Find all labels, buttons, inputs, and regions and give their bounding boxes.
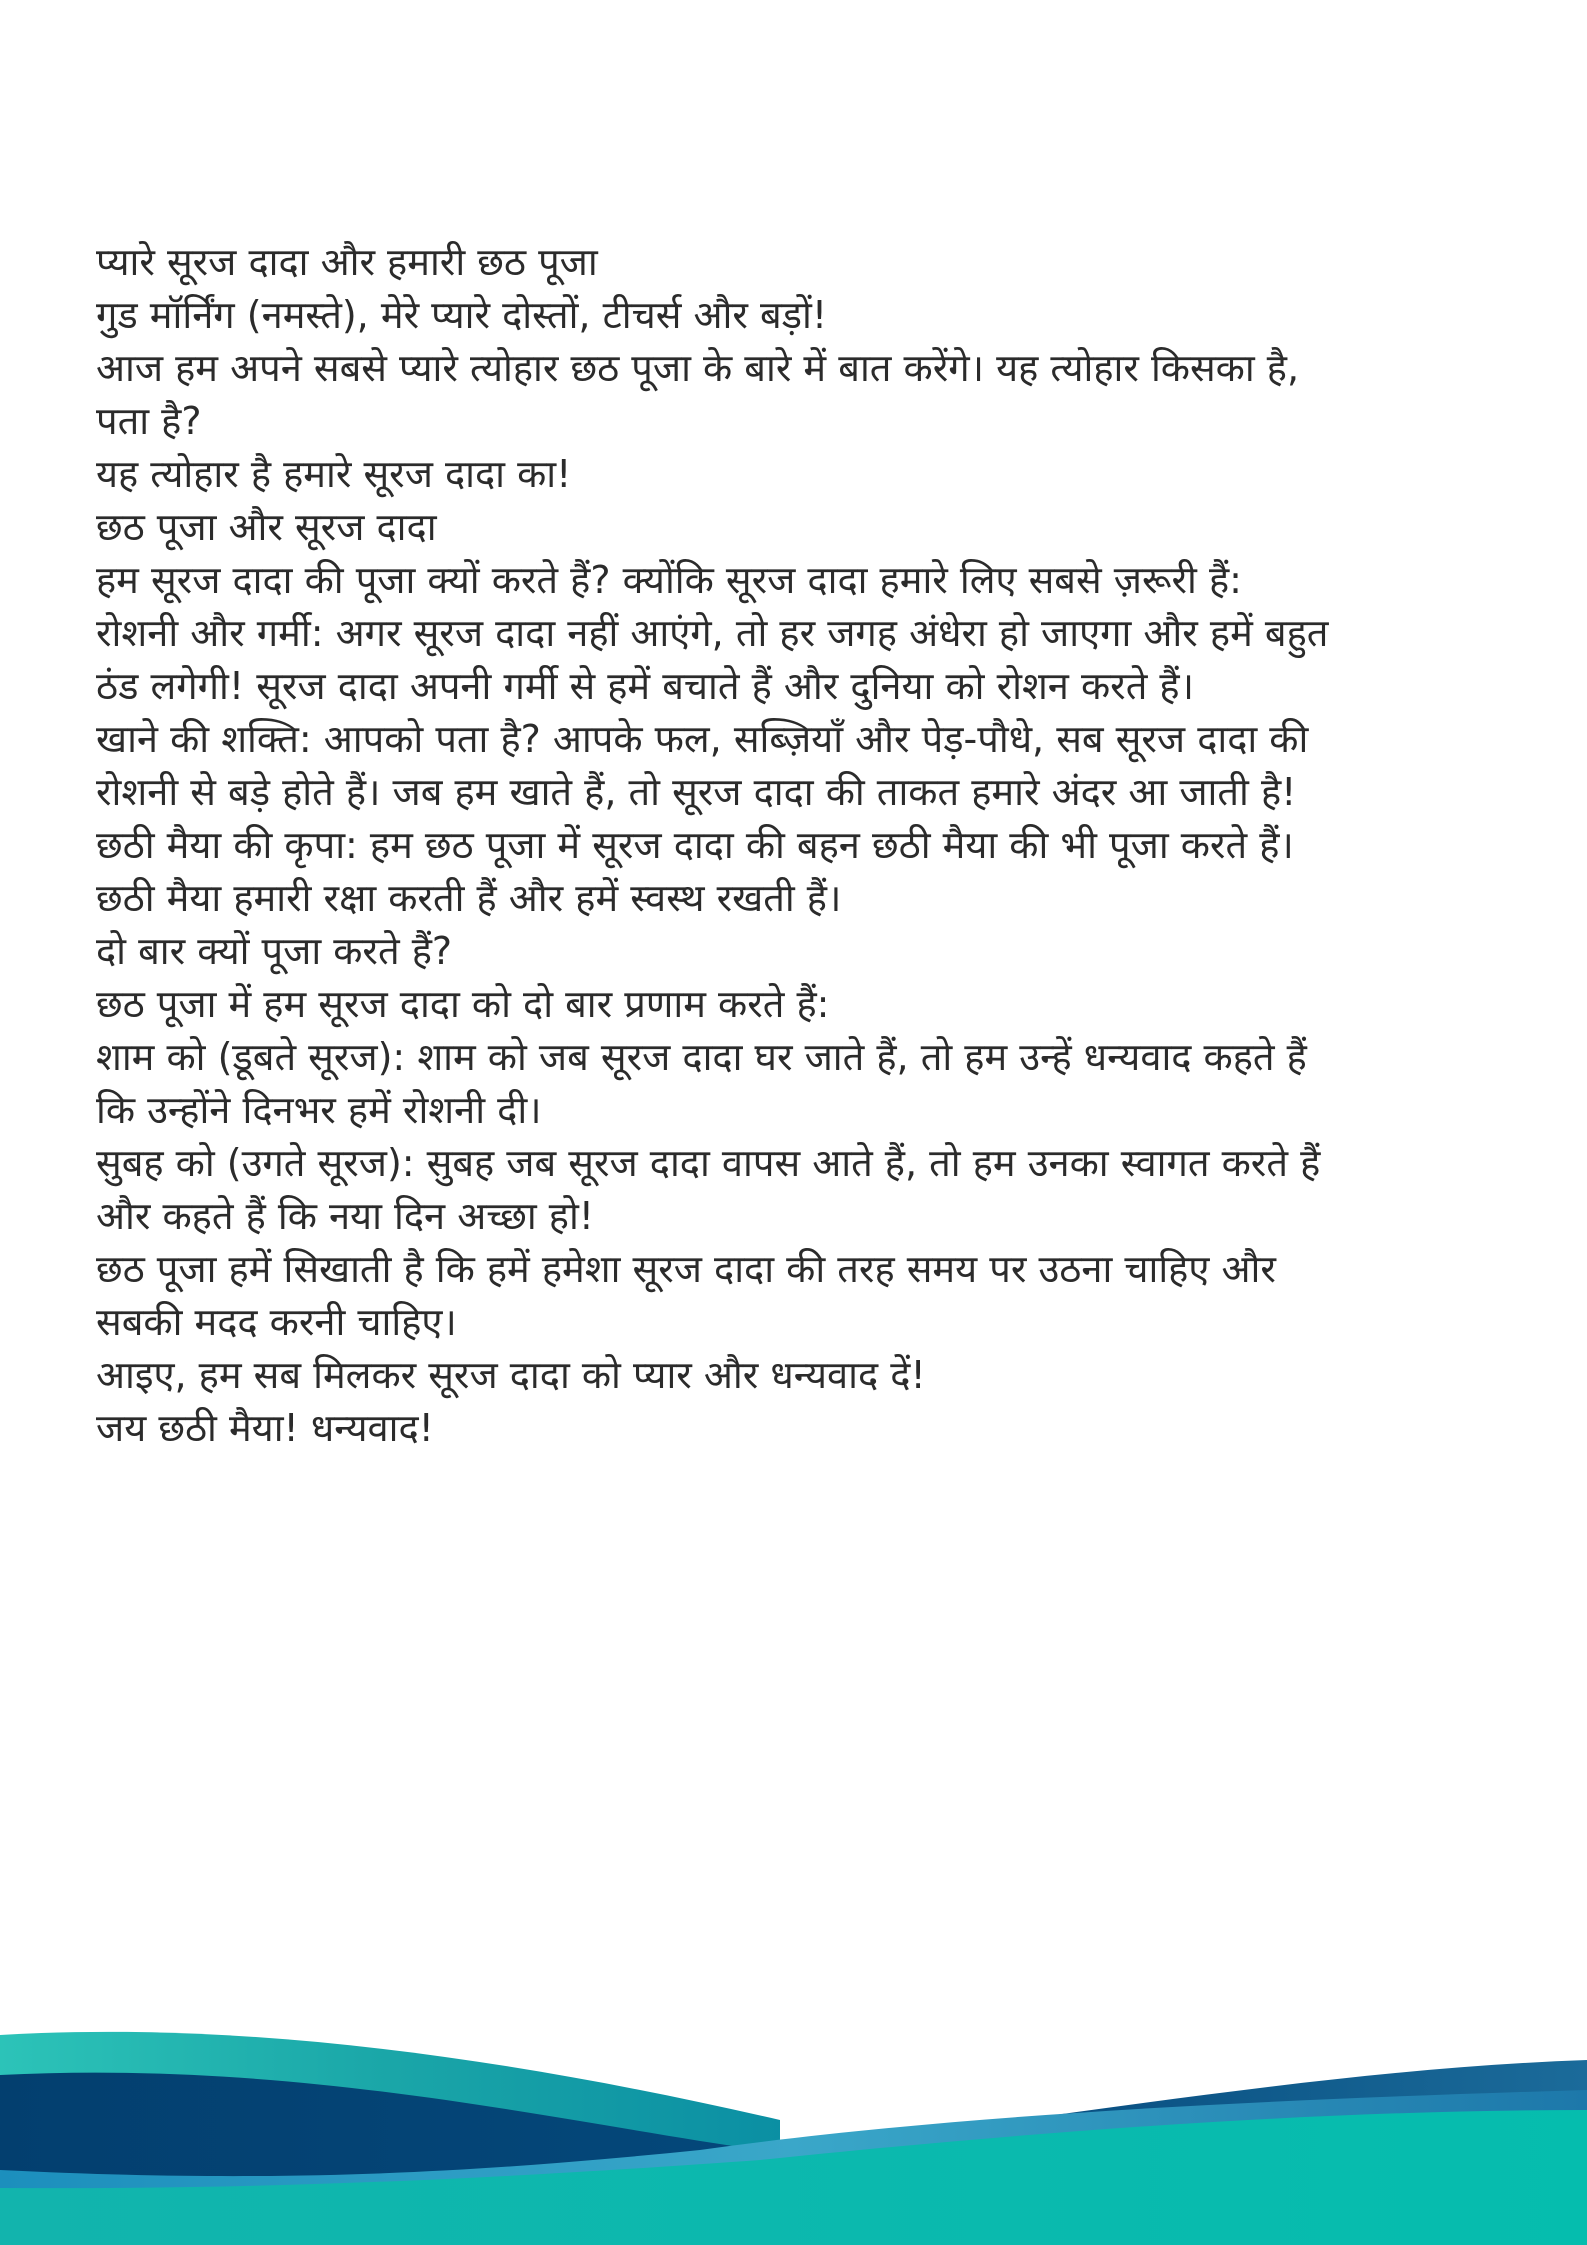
text-line: सुबह को (उगते सूरज): सुबह जब सूरज दादा वापस आते हैं, तो हम उनका स्वागत करते हैं: [96, 1141, 1321, 1185]
footer-wave-decoration: [0, 2000, 1587, 2245]
text-line: और कहते हैं कि नया दिन अच्छा हो!: [96, 1194, 595, 1238]
text-line: सबकी मदद करनी चाहिए।: [96, 1300, 457, 1344]
text-line: पता है?: [96, 399, 202, 443]
text-line: हम सूरज दादा की पूजा क्यों करते हैं? क्योंकि सूरज दादा हमारे लिए सबसे ज़रूरी हैं:: [96, 558, 1242, 602]
text-line: यह त्योहार है हमारे सूरज दादा का!: [96, 452, 572, 496]
greeting-line: गुड मॉर्निंग (नमस्ते), मेरे प्यारे दोस्तों, टीचर्स और बड़ों!: [96, 293, 828, 337]
text-line: छठी मैया की कृपा: हम छठ पूजा में सूरज दादा की बहन छठी मैया की भी पूजा करते हैं।: [96, 823, 1294, 867]
text-line: ठंड लगेगी! सूरज दादा अपनी गर्मी से हमें बचाते हैं और दुनिया को रोशन करते हैं।: [96, 664, 1195, 708]
text-line: छठ पूजा हमें सिखाती है कि हमें हमेशा सूरज दादा की तरह समय पर उठना चाहिए और: [96, 1247, 1276, 1291]
document-body: [96, 236, 1496, 1455]
text-line: छठी मैया हमारी रक्षा करती हैं और हमें स्वस्थ रखती हैं।: [96, 876, 842, 920]
text-line: शाम को (डूबते सूरज): शाम को जब सूरज दादा घर जाते हैं, तो हम उन्हें धन्यवाद कहते हैं: [96, 1035, 1307, 1079]
doc-title: प्यारे सूरज दादा और हमारी छठ पूजा: [96, 240, 598, 284]
text-line: आइए, हम सब मिलकर सूरज दादा को प्यार और धन्यवाद दें!: [96, 1353, 926, 1397]
text-line: रोशनी से बड़े होते हैं। जब हम खाते हैं, तो सूरज दादा की ताकत हमारे अंदर आ जाती है!: [96, 770, 1297, 814]
closing-line: जय छठी मैया! धन्यवाद!: [96, 1406, 434, 1450]
text-line: कि उन्होंने दिनभर हमें रोशनी दी।: [96, 1088, 542, 1132]
text-line: आज हम अपने सबसे प्यारे त्योहार छठ पूजा के बारे में बात करेंगे। यह त्योहार किसका है,: [96, 346, 1300, 390]
text-line: खाने की शक्ति: आपको पता है? आपके फल, सब्ज़ियाँ और पेड़-पौधे, सब सूरज दादा की: [96, 717, 1309, 761]
text-line: रोशनी और गर्मी: अगर सूरज दादा नहीं आएंगे, तो हर जगह अंधेरा हो जाएगा और हमें बहुत: [96, 611, 1329, 655]
section-heading: दो बार क्यों पूजा करते हैं?: [96, 929, 453, 973]
section-heading: छठ पूजा और सूरज दादा: [96, 505, 437, 549]
text-line: छठ पूजा में हम सूरज दादा को दो बार प्रणाम करते हैं:: [96, 982, 830, 1026]
